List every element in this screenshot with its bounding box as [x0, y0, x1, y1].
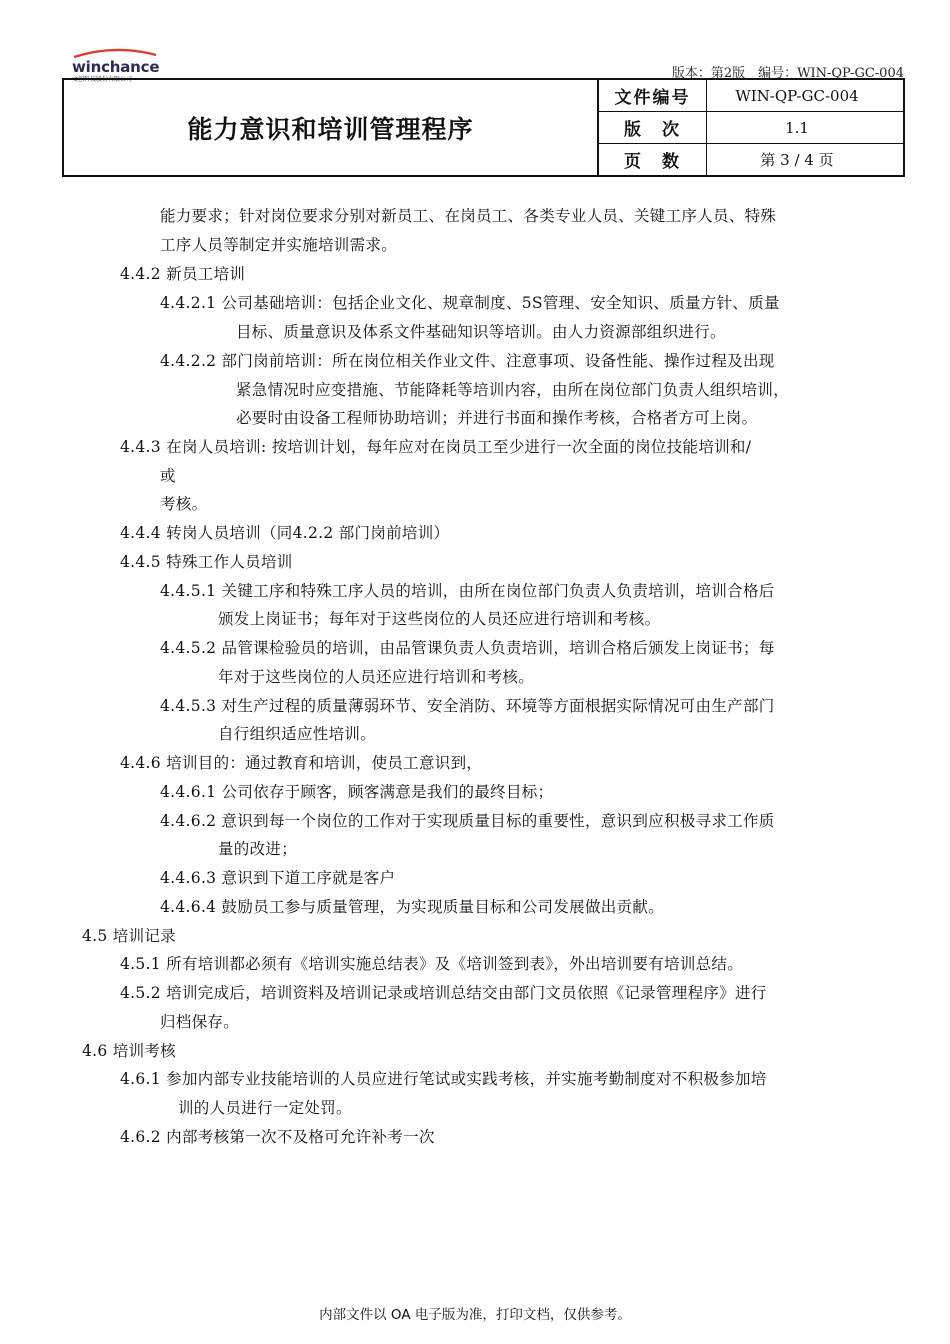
body-line: 4.4.5.1 关键工序和特殊工序人员的培训，由所在岗位部门负责人负责培训，培训合格后	[160, 582, 775, 600]
body-line: 4.6.1 参加内部专业技能培训的人员应进行笔试或实践考核，并实施考勤制度对不积极参加培	[120, 1070, 767, 1088]
section-heading: 4.4.2 新员工培训	[120, 265, 246, 283]
body-line: 量的改进；	[218, 840, 298, 858]
header-value: 第 3 / 4 页	[760, 151, 834, 169]
section-heading: 4.4.3 在岗人员培训: 按培训计划，每年应对在岗员工至少进行一次全面的岗位技能培训和/	[120, 438, 752, 456]
body-line: 4.4.6.1 公司依存于顾客，顾客满意是我们的最终目标；	[160, 783, 554, 801]
section-heading: 4.4.5 特殊工作人员培训	[120, 553, 293, 571]
body-line: 年对于这些岗位的人员还应进行培训和考核。	[218, 668, 535, 686]
logo-sub-text: 文创科技股份有限公司	[72, 76, 133, 83]
body-line: 紧急情况时应变措施、节能降耗等培训内容，由所在岗位部门负责人组织培训，	[236, 381, 790, 399]
body-line: 4.5.1 所有培训都必须有《培训实施总结表》及《培训签到表》，外出培训要有培训总结。	[120, 955, 744, 973]
header-value: 1.1	[785, 118, 809, 137]
body-line: 4.4.2.1 公司基础培训：包括企业文化、规章制度、5S管理、安全知识、质量方针、质量	[160, 294, 780, 312]
header-label: 页 数	[599, 144, 707, 175]
header-row-version	[599, 112, 905, 144]
body-line: 自行组织适应性培训。	[218, 725, 377, 743]
body-line: 目标、质量意识及体系文件基础知识等培训。由人力资源部组织进行。	[236, 323, 726, 341]
body-line: 工序人员等制定并实施培训需求。	[160, 236, 398, 254]
header-row-page	[599, 144, 905, 175]
logo-brand-text: winchance	[72, 58, 160, 76]
version-number-note: 版本：第2版 编号：WIN-QP-GC-004	[671, 66, 904, 81]
section-heading: 4.6 培训考核	[82, 1042, 176, 1060]
footer-disclaimer: 内部文件以 OA 电子版为准，打印文档，仅供参考。	[319, 1307, 631, 1323]
body-line: 4.4.5.3 对生产过程的质量薄弱环节、安全消防、环境等方面根据实际情况可由生产部门	[160, 697, 775, 715]
body-line: 训的人员进行一定处罚。	[178, 1099, 352, 1117]
section-heading: 4.5 培训记录	[82, 927, 176, 945]
body-line: 4.4.6.4 鼓励员工参与质量管理，为实现质量目标和公司发展做出贡献。	[160, 898, 664, 916]
body-line: 4.4.2.2 部门岗前培训：所在岗位相关作业文件、注意事项、设备性能、操作过程及出现	[160, 352, 775, 370]
header-value: WIN-QP-GC-004	[735, 86, 859, 105]
section-heading: 4.4.4 转岗人员培训（同4.2.2 部门岗前培训）	[120, 524, 450, 542]
header-label: 版 次	[599, 112, 707, 143]
company-logo	[70, 48, 160, 83]
body-line: 4.5.2 培训完成后，培训资料及培训记录或培训总结交由部门文员依照《记录管理程序》进行	[120, 984, 767, 1002]
body-line: 能力要求；针对岗位要求分别对新员工、在岗员工、各类专业人员、关键工序人员、特殊	[160, 207, 777, 225]
body-line: 4.4.6.3 意识到下道工序就是客户	[160, 869, 396, 887]
logo-arc-icon	[72, 48, 158, 58]
body-line: 4.6.2 内部考核第一次不及格可允许补考一次	[120, 1128, 435, 1146]
body-line: 颁发上岗证书；每年对于这些岗位的人员还应进行培训和考核。	[218, 610, 661, 628]
body-line: 或	[160, 467, 176, 485]
header-row-doc-number	[599, 80, 905, 112]
body-line: 4.4.6.2 意识到每一个岗位的工作对于实现质量目标的重要性，意识到应积极寻求工作质	[160, 812, 775, 830]
body-line: 归档保存。	[160, 1013, 240, 1031]
body-line: 考核。	[160, 495, 208, 513]
header-label: 文件编号	[599, 80, 707, 111]
body-line: 必要时由设备工程师协助培训；并进行书面和操作考核，合格者方可上岗。	[236, 409, 758, 427]
body-line: 4.4.5.2 品管课检验员的培训，由品管课负责人负责培训，培训合格后颁发上岗证书；每	[160, 639, 775, 657]
document-header-table	[62, 78, 905, 177]
document-title: 能力意识和培训管理程序	[187, 114, 474, 144]
section-heading: 4.4.6 培训目的：通过教育和培训，使员工意识到，	[120, 754, 483, 772]
document-title-cell	[64, 80, 599, 175]
